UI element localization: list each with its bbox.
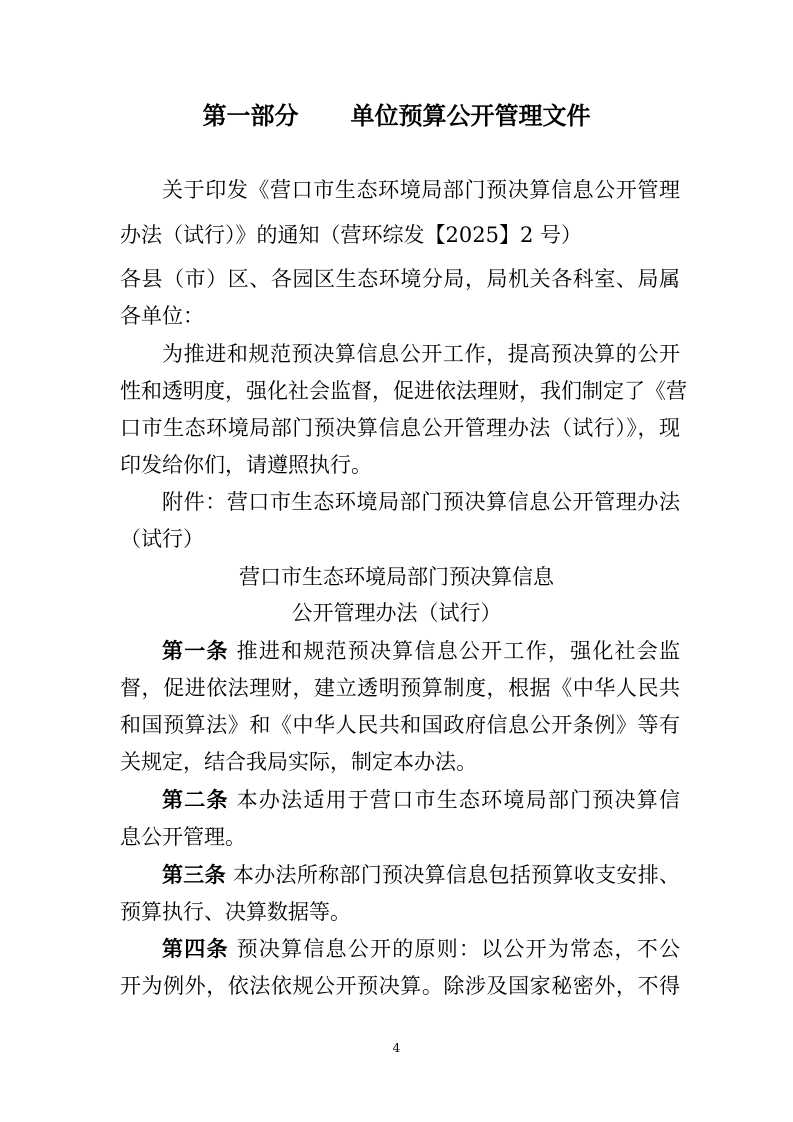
article-text: 本办法适用于营口市生态环境局部门预决算信: [236, 788, 681, 812]
section-part: 第一部分: [202, 102, 299, 130]
notice-body-line: 性和透明度，强化社会监督，促进依法理财，我们制定了《营: [120, 379, 687, 403]
article-4-line: 开为例外，依法依规公开预决算。除涉及国家秘密外，不得: [120, 974, 680, 998]
article-1-line: 督，促进依法理财，建立透明预算制度，根据《中华人民共: [120, 676, 680, 700]
measures-title-line: 公开管理办法（试行）: [291, 601, 502, 625]
article-text: 推进和规范预决算信息公开工作，强化社会监: [236, 639, 681, 663]
notice-title-line: 办法（试行）》的通知（营环综发【2025】2 号）: [120, 223, 582, 247]
section-heading: [0, 101, 793, 131]
article-label: 第二条: [162, 788, 229, 812]
measures-title-line: 营口市生态环境局部门预决算信息: [239, 565, 554, 589]
recipient-line: 各单位：: [120, 304, 204, 328]
notice-body-line: 为推进和规范预决算信息公开工作，提高预决算的公开: [162, 342, 680, 366]
article-label: 第三条: [162, 863, 226, 887]
attachment-line: 附件：营口市生态环境局部门预决算信息公开管理办法: [162, 490, 680, 514]
article-label: 第四条: [162, 937, 229, 961]
article-text: 预决算信息公开的原则：以公开为常态，不公: [236, 937, 681, 961]
notice-body-line: 印发给你们，请遵照执行。: [120, 453, 372, 477]
article-3-line: 预算执行、决算数据等。: [120, 900, 351, 924]
article-label: 第一条: [162, 639, 229, 663]
article-1-line: [162, 636, 680, 666]
section-title: 单位预算公开管理文件: [350, 102, 591, 130]
page-number: 4: [392, 1041, 401, 1055]
article-1-line: 关规定，结合我局实际，制定本办法。: [120, 750, 477, 774]
article-2-line: [162, 785, 680, 815]
attachment-line: （试行）: [120, 527, 204, 551]
article-2-line: 息公开管理。: [120, 825, 246, 849]
notice-body-line: 口市生态环境局部门预决算信息公开管理办法（试行）》，现: [120, 416, 680, 440]
article-4-line: [162, 934, 680, 964]
article-text: 本办法所称部门预决算信息包括预算收支安排、: [232, 863, 680, 887]
article-1-line: 和国预算法》和《中华人民共和国政府信息公开条例》等有: [120, 713, 680, 737]
notice-title-line: 关于印发《营口市生态环境局部门预决算信息公开管理: [162, 178, 680, 202]
recipient-line: 各县（市）区、各园区生态环境分局，局机关各科室、局属: [120, 267, 680, 291]
article-3-line: [162, 860, 680, 890]
